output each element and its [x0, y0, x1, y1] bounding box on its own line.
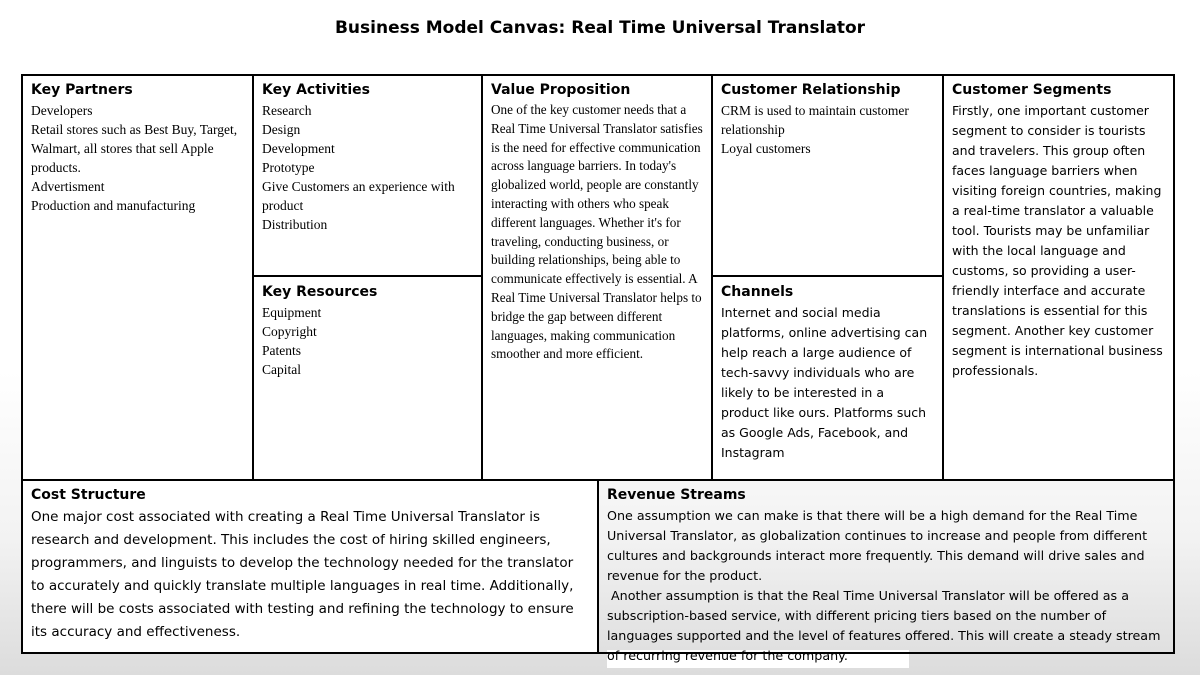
list-item: Distribution [262, 217, 328, 232]
cost-structure-cell [23, 481, 598, 652]
key-resources-cell [254, 278, 482, 480]
key-partners-list [31, 101, 245, 215]
key-activities-cell [254, 76, 482, 276]
list-item: Equipment [262, 305, 322, 320]
value-proposition-text: One of the key customer needs that a Real Time Universal Translator satisfies is the need for effective communication across language barriers. In today's globalized world, people are constantly interacting with others who speak different languages. Whether it's for traveling, conducting business, or building relationships, being able to communicate effectively is essential. A Real Time Universal Translator helps to bridge the gap between different languages, making communication smoother and more efficient. [491, 102, 703, 362]
list-item: Advertisment [31, 179, 105, 194]
value-proposition-heading: Value Proposition [491, 82, 631, 98]
list-item: Developers [31, 103, 93, 118]
key-activities-heading: Key Activities [262, 82, 370, 98]
key-partners-cell [23, 76, 253, 480]
list-item: Prototype [262, 160, 315, 175]
canvas-title: Business Model Canvas: Real Time Universal Translator [334, 18, 866, 38]
list-item: Capital [262, 362, 301, 377]
customer-relationship-cell [713, 76, 943, 276]
revenue-streams-text [607, 506, 1165, 666]
cost-structure-text: One major cost associated with creating a Real Time Universal Translator is research and development. This includes the cost of hiring skilled engineers, programmers, and linguists to develop the technology needed for the translator to accurately and quickly translate multiple languages in real time. Additionally, there will be costs associated with testing and refining the technology to ensure its accuracy and effectiveness. [31, 509, 574, 640]
list-item: Research [262, 103, 312, 118]
list-item: Loyal customers [721, 141, 811, 156]
list-item: Retail stores such as Best Buy, Target, Walmart, all stores that sell Apple products. [31, 122, 238, 175]
value-proposition-cell [483, 76, 712, 480]
customer-relationship-heading: Customer Relationship [721, 82, 901, 98]
key-partners-heading: Key Partners [31, 82, 133, 98]
key-resources-heading: Key Resources [262, 284, 378, 300]
customer-segments-cell [944, 76, 1173, 480]
list-item: Copyright [262, 324, 317, 339]
revenue-paragraph-1: One assumption we can make is that there will be a high demand for the Real Time Universal Translator, as globalization continues to increase and people from different cultures and backgrounds interact more frequently. This demand will drive sales and revenue for the product. [607, 508, 1148, 583]
list-item: Development [262, 141, 335, 156]
list-item: CRM is used to maintain customer relationship [721, 103, 909, 137]
customer-segments-heading: Customer Segments [952, 82, 1112, 98]
channels-cell [713, 278, 943, 480]
list-item: Give Customers an experience with product [262, 179, 455, 213]
list-item: Production and manufacturing [31, 198, 196, 213]
customer-relationship-list [721, 101, 935, 158]
list-item: Design [262, 122, 301, 137]
revenue-streams-cell [599, 481, 1173, 663]
revenue-paragraph-2: Another assumption is that the Real Time Universal Translator will be offered as a subscription-based service, with different pricing tiers based on the number of languages supported and the level of features offered. This will create a steady stream of recurring revenue for the company. [607, 588, 1161, 663]
revenue-streams-heading: Revenue Streams [607, 487, 746, 503]
key-resources-list [262, 303, 474, 379]
cost-structure-heading: Cost Structure [31, 487, 146, 503]
channels-text: Internet and social media platforms, online advertising can help reach a large audience of tech-savvy individuals who are likely to be interested in a product like ours. Platforms such as Google Ads, Facebook, and Instagram [721, 305, 928, 460]
key-activities-list [262, 101, 474, 234]
customer-segments-text: Firstly, one important customer segment to consider is tourists and travelers. This group often faces language barriers when visiting foreign countries, making a real-time translator a valuable tool. Tourists may be unfamiliar with the local language and customs, so providing a user-friendly interface and accurate translations is essential for this segment. Another key customer segment is international business professionals. [952, 103, 1163, 378]
channels-heading: Channels [721, 284, 794, 300]
list-item: Patents [262, 343, 301, 358]
